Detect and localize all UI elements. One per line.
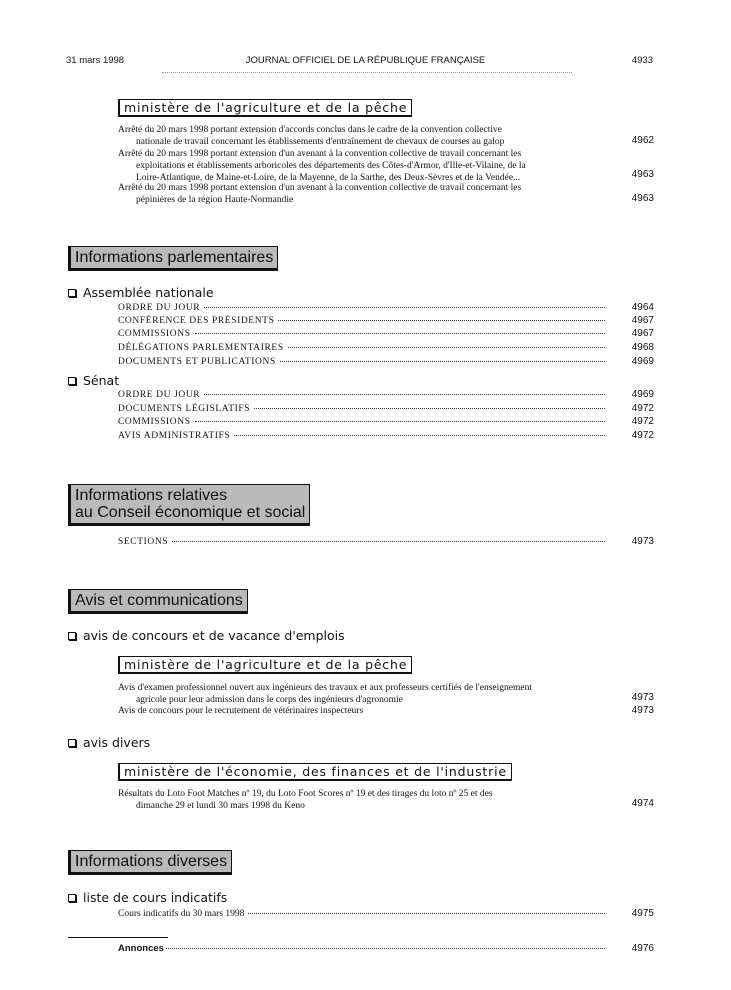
toc-page-number: 4963 bbox=[631, 193, 654, 204]
toc-page-number: 4973 bbox=[631, 536, 654, 547]
toc-entry: Arrêté du 20 mars 1998 portant extension d'un avenant à la convention collective de travail concernant les exploitations et établissements arboricoles des départements des Côtes-d'Armor, d'Ille-et-Vilaine, de la Loire-Atlantique, de Maine-et-Loire, de la Mayenne, de la Sarthe, des Deux-Sèvres et de la Vendée... bbox=[118, 149, 526, 183]
toc-item: COMMISSIONS bbox=[118, 329, 605, 339]
toc-entry: Arrêté du 20 mars 1998 portant extension d'accords conclus dans le cadre de la convention collective nationale de travail concernant les établissements d'entraînement de chevaux de courses au galop bbox=[118, 125, 505, 147]
toc-page-number: 4969 bbox=[631, 389, 654, 400]
banner-conseil-economique-social: Informations relatives au Conseil économique et social bbox=[68, 484, 310, 526]
section-avis-concours: avis de concours et de vacance d'emplois bbox=[68, 628, 345, 643]
toc-item: AVIS ADMINISTRATIFS bbox=[118, 431, 605, 441]
toc-page-number: 4976 bbox=[631, 943, 654, 954]
toc-entry: Résultats du Loto Foot Matches nº 19, du Loto Foot Scores nº 19 et des tirages du loto nº 25 et des dimanche 29 et lundi 30 mars 1998 du Keno bbox=[118, 789, 493, 811]
section-assemblee-nationale: Assemblée nationale bbox=[68, 285, 214, 300]
ministry-heading-agriculture: ministère de l'agriculture et de la pêche bbox=[118, 656, 412, 674]
toc-entry: Avis d'examen professionnel ouvert aux ingénieurs des travaux et aux professeurs certifiés de l'enseignement agricole pour leur admission dans le corps des ingénieurs d'agronomie bbox=[118, 683, 532, 705]
toc-item-annonces: Annonces bbox=[118, 943, 605, 954]
toc-page-number: 4974 bbox=[631, 798, 654, 809]
toc-item: ORDRE DU JOUR bbox=[118, 303, 605, 313]
toc-page-number: 4967 bbox=[631, 315, 654, 326]
toc-item: DÉLÉGATIONS PARLEMENTAIRES bbox=[118, 343, 605, 353]
checkbox-square-icon bbox=[68, 739, 76, 747]
toc-page-number: 4962 bbox=[631, 135, 654, 146]
toc-page-number: 4973 bbox=[631, 705, 654, 716]
banner-informations-parlementaires: Informations parlementaires bbox=[68, 246, 278, 271]
toc-page-number: 4969 bbox=[631, 356, 654, 367]
toc-item: COMMISSIONS bbox=[118, 417, 605, 427]
toc-page-number: 4967 bbox=[631, 328, 654, 339]
toc-item: Cours indicatifs du 30 mars 1998 bbox=[118, 909, 605, 919]
banner-informations-diverses: Informations diverses bbox=[68, 850, 232, 875]
banner-avis-communications: Avis et communications bbox=[68, 589, 248, 614]
toc-page-number: 4968 bbox=[631, 342, 654, 353]
toc-page-number: 4972 bbox=[631, 430, 654, 441]
checkbox-square-icon bbox=[68, 377, 76, 385]
ministry-heading-economie: ministère de l'économie, des finances et de l'industrie bbox=[118, 763, 512, 781]
toc-item: ORDRE DU JOUR bbox=[118, 390, 605, 400]
toc-entry: Avis de concours pour le recrutement de vétérinaires inspecteurs bbox=[118, 706, 364, 716]
checkbox-square-icon bbox=[68, 894, 76, 902]
section-avis-divers: avis divers bbox=[68, 735, 150, 750]
header-page-number: 4933 bbox=[631, 55, 653, 66]
toc-page-number: 4972 bbox=[631, 416, 654, 427]
ministry-heading-agriculture: ministère de l'agriculture et de la pêche bbox=[118, 99, 412, 117]
footer-rule bbox=[68, 937, 168, 938]
toc-item: DOCUMENTS LÉGISLATIFS bbox=[118, 404, 605, 414]
toc-page-number: 4975 bbox=[631, 908, 654, 919]
header-journal-title: JOURNAL OFFICIEL DE LA RÉPUBLIQUE FRANÇAISE bbox=[245, 55, 486, 66]
section-cours-indicatifs: liste de cours indicatifs bbox=[68, 890, 227, 905]
section-senat: Sénat bbox=[68, 373, 119, 388]
toc-entry: Arrêté du 20 mars 1998 portant extension d'un avenant à la convention collective de travail concernant les pépinières de la région Haute-Normandie bbox=[118, 183, 522, 205]
header-date: 31 mars 1998 bbox=[66, 55, 125, 66]
toc-page-number: 4972 bbox=[631, 403, 654, 414]
toc-item: SECTIONS bbox=[118, 537, 605, 547]
checkbox-square-icon bbox=[68, 632, 76, 640]
toc-page-number: 4964 bbox=[631, 302, 654, 313]
toc-item: CONFÉRENCE DES PRÉSIDENTS bbox=[118, 316, 605, 326]
header-rule bbox=[162, 72, 572, 73]
checkbox-square-icon bbox=[68, 289, 76, 297]
toc-page-number: 4973 bbox=[631, 692, 654, 703]
toc-page-number: 4963 bbox=[631, 169, 654, 180]
toc-item: DOCUMENTS ET PUBLICATIONS bbox=[118, 357, 605, 367]
